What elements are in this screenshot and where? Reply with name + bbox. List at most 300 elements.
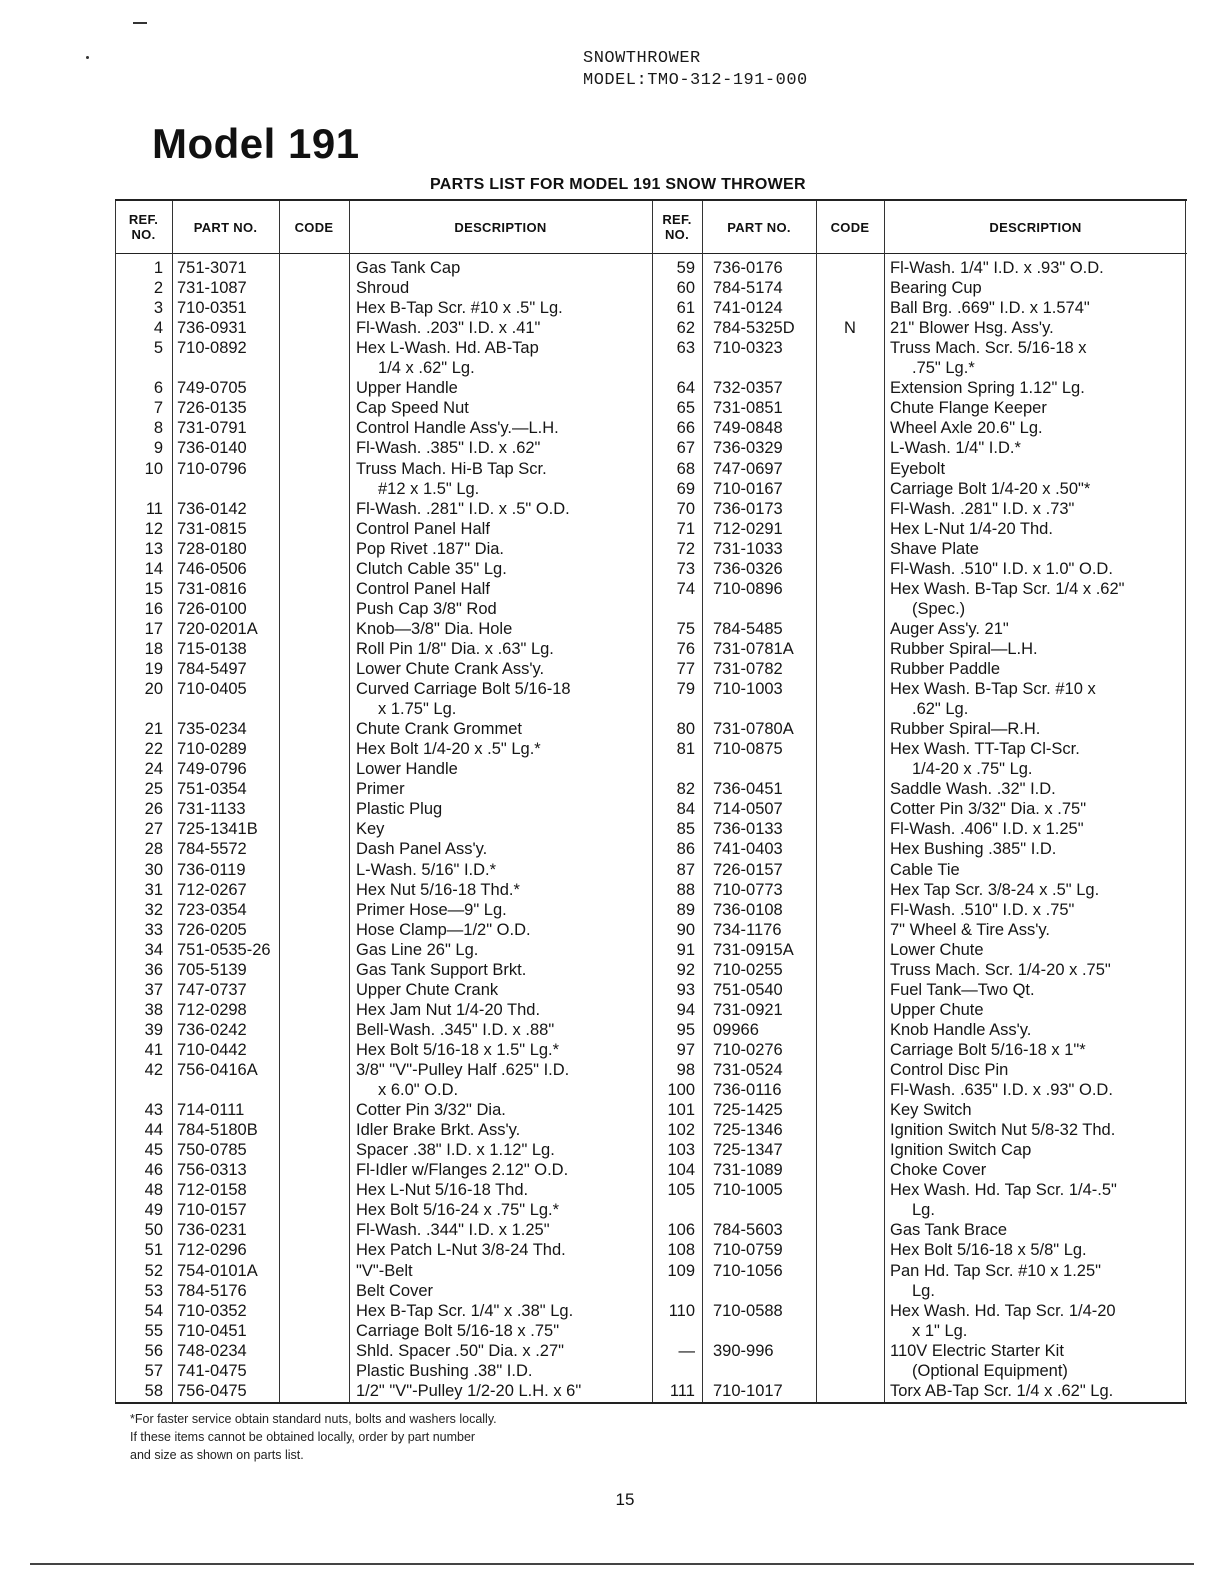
ref-number: 46 [144, 1161, 163, 1180]
part-number: 731-0921 [713, 1000, 783, 1019]
part-description: Lower Chute Crank Ass'y. [356, 660, 545, 678]
part-number: 731-0915A [713, 940, 794, 959]
part-number: 725-1347 [713, 1141, 783, 1160]
ref-number: 18 [144, 639, 163, 658]
part-number: 710-1056 [713, 1261, 783, 1280]
ref-number: 75 [676, 619, 695, 638]
ref-number: 98 [676, 1061, 695, 1079]
ref-number: 7 [153, 399, 163, 418]
ref-number: 1 [153, 259, 163, 277]
part-description: Hex B-Tap Scr. #10 x .5" Lg. [356, 299, 563, 318]
ref-number: 74 [676, 579, 695, 598]
ref-number: 4 [153, 319, 163, 338]
part-number: 751-3071 [177, 259, 247, 277]
part-number: 736-0242 [177, 1020, 247, 1039]
part-description: Hex Jam Nut 1/4-20 Thd. [356, 1000, 541, 1019]
part-description: Hex Wash. Hd. Tap Scr. 1/4-20 [890, 1301, 1116, 1320]
part-description: Truss Mach. Scr. 5/16-18 x [890, 339, 1087, 358]
part-number: 710-1003 [713, 680, 783, 699]
header-line-2: MODEL:TMO-312-191-000 [583, 71, 808, 90]
part-description: Knob Handle Ass'y. [890, 1020, 1032, 1039]
part-description: Rubber Spiral—L.H. [890, 639, 1038, 658]
part-number: 731-0781A [713, 639, 794, 658]
column-divider [816, 201, 817, 1402]
part-number: 728-0180 [177, 539, 247, 558]
part-number: 390-996 [713, 1341, 774, 1360]
ref-number: 9 [153, 439, 163, 458]
ref-number: 80 [676, 720, 695, 739]
header-desc-right: DESCRIPTION [989, 219, 1082, 235]
part-description: Fl-Wash. .635" I.D. x .93" O.D. [890, 1081, 1113, 1100]
ref-number: 86 [676, 840, 695, 859]
part-description: Fl-Wash. .406" I.D. x 1.25" [890, 820, 1084, 839]
part-number: 715-0138 [177, 639, 247, 658]
part-number: 749-0796 [177, 760, 247, 779]
ref-number: 90 [676, 920, 695, 939]
page-number: 15 [615, 1490, 635, 1509]
ref-number: 11 [145, 499, 163, 518]
ref-number: 62 [676, 319, 695, 338]
parts-table [115, 199, 1187, 1404]
ref-number: 25 [144, 780, 163, 799]
part-number: 731-0851 [713, 399, 783, 418]
part-description: Fl-Wash. .510" I.D. x .75" [890, 900, 1075, 919]
part-number: 751-0354 [177, 780, 247, 799]
part-description: Belt Cover [356, 1281, 434, 1300]
part-description: Pop Rivet .187" Dia. [356, 539, 505, 558]
part-number: 749-0705 [177, 379, 247, 398]
part-description: Gas Tank Brace [890, 1221, 1008, 1240]
part-description: Plastic Bushing .38" I.D. [356, 1361, 533, 1380]
part-description: 7" Wheel & Tire Ass'y. [890, 920, 1051, 939]
part-number: 731-0816 [177, 579, 247, 598]
part-number: 731-0791 [177, 419, 247, 438]
part-description: 3/8" "V"-Pulley Half .625" I.D. [356, 1061, 570, 1079]
part-number: 736-0140 [177, 439, 247, 458]
part-description: Hex L-Nut 5/16-18 Thd. [356, 1181, 529, 1200]
ref-number: 10 [144, 459, 163, 478]
part-description: 1/2" "V"-Pulley 1/2-20 L.H. x 6" [356, 1381, 582, 1400]
part-description: x 6.0" O.D. [378, 1081, 459, 1100]
ref-number: 84 [676, 800, 695, 819]
ref-number: 111 [669, 1381, 695, 1400]
part-description: Dash Panel Ass'y. [356, 840, 488, 859]
part-description: Carriage Bolt 5/16-18 x .75" [356, 1321, 560, 1340]
scan-mark [86, 56, 89, 59]
part-number: 720-0201A [177, 619, 258, 638]
part-number: 726-0157 [713, 860, 783, 879]
part-number: 710-0451 [177, 1321, 247, 1340]
part-number: 731-1033 [713, 539, 783, 558]
part-description: Bearing Cup [890, 279, 982, 298]
column-divider [1185, 201, 1186, 1402]
part-number: 736-0133 [713, 820, 783, 839]
part-description: #12 x 1.5" Lg. [378, 479, 480, 498]
part-number: 710-0323 [713, 339, 783, 358]
ref-number: 54 [144, 1301, 163, 1320]
ref-number: 104 [667, 1161, 695, 1180]
part-number: 710-0896 [713, 579, 783, 598]
ref-number: 93 [676, 980, 695, 999]
ref-number: 43 [144, 1101, 163, 1120]
part-description: Eyebolt [890, 459, 946, 478]
part-number: 736-0931 [177, 319, 247, 338]
part-number: 731-0780A [713, 720, 794, 739]
ref-number: 16 [144, 599, 163, 618]
part-description: (Optional Equipment) [912, 1361, 1068, 1380]
part-number: 741-0124 [713, 299, 783, 318]
ref-number: 14 [144, 559, 163, 578]
part-number: 731-1087 [177, 279, 247, 298]
ref-number: 110 [668, 1301, 695, 1320]
part-description: Control Panel Half [356, 519, 490, 538]
ref-number: 45 [144, 1141, 163, 1160]
part-number: 710-0352 [177, 1301, 247, 1320]
part-description: Key Switch [890, 1101, 972, 1120]
part-description: Hex Tap Scr. 3/8-24 x .5" Lg. [890, 880, 1100, 899]
part-number: 736-0108 [713, 900, 783, 919]
ref-number: 70 [676, 499, 695, 518]
part-number: 784-5174 [713, 279, 783, 298]
part-description: Hose Clamp—1/2" O.D. [356, 920, 531, 939]
code-value: N [844, 319, 856, 338]
part-description: Gas Line 26" Lg. [356, 940, 479, 959]
part-number: 710-1017 [713, 1381, 783, 1400]
part-number: 741-0475 [177, 1361, 247, 1380]
part-number: 784-5603 [713, 1221, 783, 1240]
part-description: Control Disc Pin [890, 1061, 1009, 1079]
ref-number: 105 [667, 1181, 695, 1200]
part-number: 725-1425 [713, 1101, 783, 1120]
part-description: Idler Brake Brkt. Ass'y. [356, 1121, 521, 1140]
page-bottom-rule [30, 1563, 1194, 1565]
part-number: 736-0231 [177, 1221, 247, 1240]
ref-number: 17 [144, 619, 163, 638]
ref-number: 41 [144, 1040, 163, 1059]
part-description: Cotter Pin 3/32" Dia. [356, 1101, 506, 1120]
part-description: Hex L-Nut 1/4-20 Thd. [890, 519, 1053, 538]
part-description: Push Cap 3/8" Rod [356, 599, 497, 618]
part-number: 09966 [713, 1020, 759, 1039]
ref-number: 48 [144, 1181, 163, 1200]
document-header [583, 48, 808, 92]
header-ref-left: REF. NO. [128, 212, 159, 242]
header-part-left: PART NO. [193, 219, 258, 235]
part-number: 736-0142 [177, 499, 247, 518]
part-description: Lg. [912, 1201, 935, 1220]
part-description: Spacer .38" I.D. x 1.12" Lg. [356, 1141, 555, 1160]
part-number: 710-0773 [713, 880, 783, 899]
table-header-row [115, 201, 1187, 254]
part-description: Cable Tie [890, 860, 960, 879]
part-number: 750-0785 [177, 1141, 247, 1160]
ref-number: 88 [676, 880, 695, 899]
ref-number: 79 [676, 680, 695, 699]
part-number: 710-0167 [713, 479, 783, 498]
part-description: Torx AB-Tap Scr. 1/4 x .62" Lg. [890, 1381, 1114, 1400]
part-description: Primer Hose—9" Lg. [356, 900, 507, 919]
part-number: 756-0416A [177, 1061, 258, 1079]
part-description: Cap Speed Nut [356, 399, 469, 418]
column-divider [349, 201, 350, 1402]
part-number: 726-0100 [177, 599, 247, 618]
header-part-right: PART NO. [727, 219, 791, 235]
part-description: Upper Chute Crank [356, 980, 499, 999]
part-number: 731-0524 [713, 1061, 783, 1079]
ref-number: 95 [676, 1020, 695, 1039]
column-divider [279, 201, 280, 1402]
header-line-1: SNOWTHROWER [583, 49, 701, 68]
ref-number: 71 [676, 519, 695, 538]
part-description: .62" Lg. [912, 700, 969, 719]
part-description: Upper Chute [890, 1000, 984, 1019]
ref-number: 68 [676, 459, 695, 478]
part-number: 746-0506 [177, 559, 247, 578]
ref-number: 20 [144, 680, 163, 699]
ref-number: 38 [144, 1000, 163, 1019]
part-description: Fl-Wash. .510" I.D. x 1.0" O.D. [890, 559, 1113, 578]
ref-number: 6 [153, 379, 163, 398]
part-description: Extension Spring 1.12" Lg. [890, 379, 1085, 398]
ref-number: 8 [153, 419, 163, 438]
part-description: Hex Bolt 5/16-18 x 1.5" Lg.* [356, 1040, 560, 1059]
column-divider [884, 201, 885, 1402]
part-description: L-Wash. 1/4" I.D.* [890, 439, 1021, 458]
header-desc-left: DESCRIPTION [454, 219, 547, 235]
ref-number: — [678, 1341, 695, 1360]
part-number: 731-1089 [713, 1161, 783, 1180]
part-number: 712-0267 [177, 880, 247, 899]
part-number: 748-0234 [177, 1341, 247, 1360]
ref-number: 67 [676, 439, 695, 458]
ref-number: 27 [144, 820, 163, 839]
part-description: x 1" Lg. [912, 1321, 968, 1340]
part-number: 756-0475 [177, 1381, 247, 1400]
part-description: Hex Bolt 5/16-18 x 5/8" Lg. [890, 1241, 1087, 1260]
ref-number: 56 [144, 1341, 163, 1360]
part-number: 710-1005 [713, 1181, 783, 1200]
part-description: Key [356, 820, 385, 839]
header-code-left: CODE [294, 219, 334, 235]
ref-number: 101 [667, 1101, 695, 1120]
part-description: Fl-Wash. .344" I.D. x 1.25" [356, 1221, 550, 1240]
ref-number: 89 [676, 900, 695, 919]
footnote-line: *For faster service obtain standard nuts, bolts and washers locally. [130, 1412, 497, 1426]
ref-number: 21 [144, 720, 163, 739]
header-code-right: CODE [830, 219, 870, 235]
part-description: Fl-Wash. .281" I.D. x .73" [890, 499, 1075, 518]
part-number: 723-0354 [177, 900, 247, 919]
part-number: 731-0815 [177, 519, 247, 538]
header-ref-right: REF. NO. [662, 212, 692, 242]
part-description: Carriage Bolt 1/4-20 x .50"* [890, 479, 1091, 498]
ref-number: 28 [144, 840, 163, 859]
ref-number: 51 [144, 1241, 163, 1260]
part-description: Control Panel Half [356, 579, 490, 598]
ref-number: 31 [144, 880, 163, 899]
part-number: 784-5497 [177, 660, 247, 678]
part-number: 732-0357 [713, 379, 783, 398]
ref-number: 19 [144, 660, 163, 678]
part-description: Lg. [912, 1281, 935, 1300]
part-number: 710-0289 [177, 740, 247, 759]
part-description: Saddle Wash. .32" I.D. [890, 780, 1056, 799]
part-number: 736-0451 [713, 780, 783, 799]
part-number: 736-0176 [713, 259, 783, 277]
ref-number: 106 [667, 1221, 695, 1240]
ref-number: 76 [676, 639, 695, 658]
ref-number: 58 [144, 1381, 163, 1400]
column-divider [115, 201, 116, 1402]
footnote-line: and size as shown on parts list. [130, 1448, 304, 1462]
ref-number: 82 [676, 780, 695, 799]
ref-number: 69 [676, 479, 695, 498]
part-number: 710-0892 [177, 339, 247, 358]
part-description: Hex Patch L-Nut 3/8-24 Thd. [356, 1241, 566, 1260]
part-description: Ignition Switch Cap [890, 1141, 1032, 1160]
ref-number: 5 [153, 339, 163, 358]
part-number: 725-1341B [177, 820, 258, 839]
ref-number: 81 [676, 740, 695, 759]
ref-number: 77 [676, 660, 695, 678]
part-description: Hex B-Tap Scr. 1/4" x .38" Lg. [356, 1301, 574, 1320]
ref-number: 44 [144, 1121, 163, 1140]
ref-number: 102 [667, 1121, 695, 1140]
part-description: Hex Bolt 1/4-20 x .5" Lg.* [356, 740, 541, 759]
ref-number: 97 [676, 1040, 695, 1059]
part-number: 726-0135 [177, 399, 247, 418]
part-number: 710-0796 [177, 459, 247, 478]
ref-number: 52 [144, 1261, 163, 1280]
part-number: 747-0697 [713, 459, 783, 478]
footnote-line: If these items cannot be obtained locally, order by part number [130, 1430, 476, 1444]
part-description: Choke Cover [890, 1161, 987, 1180]
part-number: 736-0173 [713, 499, 783, 518]
ref-number: 61 [676, 299, 695, 318]
part-number: 714-0111 [177, 1101, 245, 1120]
part-number: 710-0442 [177, 1040, 247, 1059]
ref-number: 13 [144, 539, 163, 558]
part-description: Lower Chute [890, 940, 984, 959]
part-description: Knob—3/8" Dia. Hole [356, 619, 513, 638]
part-description: Pan Hd. Tap Scr. #10 x 1.25" [890, 1261, 1102, 1280]
part-number: 784-5572 [177, 840, 247, 859]
part-description: L-Wash. 5/16" I.D.* [356, 860, 497, 879]
ref-number: 94 [676, 1000, 695, 1019]
part-number: 731-1133 [177, 800, 246, 819]
column-divider [702, 201, 703, 1402]
part-description: Wheel Axle 20.6" Lg. [890, 419, 1043, 438]
ref-number: 108 [667, 1241, 695, 1260]
part-description: Hex Wash. TT-Tap Cl-Scr. [890, 740, 1080, 759]
ref-number: 73 [676, 559, 695, 578]
ref-number: 59 [676, 259, 695, 277]
ref-number: 49 [144, 1201, 163, 1220]
part-description: Ball Brg. .669" I.D. x 1.574" [890, 299, 1090, 318]
part-description: Hex Wash. B-Tap Scr. 1/4 x .62" [890, 579, 1125, 598]
part-description: Fl-Wash. .385" I.D. x .62" [356, 439, 541, 458]
ref-number: 63 [676, 339, 695, 358]
part-description: Control Handle Ass'y.—L.H. [356, 419, 559, 438]
ref-number: 33 [144, 920, 163, 939]
model-title: Model 191 [152, 120, 360, 167]
part-description: Fl-Wash. .281" I.D. x .5" O.D. [356, 499, 570, 518]
part-description: Ignition Switch Nut 5/8-32 Thd. [890, 1121, 1116, 1140]
part-number: 710-0255 [713, 960, 783, 979]
ref-number: 34 [144, 940, 163, 959]
part-description: Chute Crank Grommet [356, 720, 522, 739]
part-description: Cotter Pin 3/32" Dia. x .75" [890, 800, 1087, 819]
ref-number: 26 [144, 800, 163, 819]
part-description: "V"-Belt [356, 1261, 413, 1280]
ref-number: 50 [144, 1221, 163, 1240]
part-number: 726-0205 [177, 920, 247, 939]
part-description: Rubber Paddle [890, 660, 1001, 678]
part-number: 736-0116 [713, 1081, 782, 1100]
part-number: 731-0782 [713, 660, 783, 678]
part-number: 712-0158 [177, 1181, 247, 1200]
part-description: Hex L-Wash. Hd. AB-Tap [356, 339, 539, 358]
part-description: Truss Mach. Hi-B Tap Scr. [356, 459, 547, 478]
ref-number: 15 [144, 579, 163, 598]
part-description: Plastic Plug [356, 800, 443, 819]
part-description: 1/4 x .62" Lg. [378, 359, 475, 378]
ref-number: 32 [144, 900, 163, 919]
part-number: 714-0507 [713, 800, 783, 819]
part-number: 712-0298 [177, 1000, 247, 1019]
ref-number: 53 [144, 1281, 163, 1300]
part-number: 749-0848 [713, 419, 783, 438]
part-number: 712-0291 [713, 519, 783, 538]
part-number: 712-0296 [177, 1241, 247, 1260]
ref-number: 60 [676, 279, 695, 298]
ref-number: 109 [667, 1261, 695, 1280]
part-description: Fl-Idler w/Flanges 2.12" O.D. [356, 1161, 569, 1180]
ref-number: 24 [144, 760, 163, 779]
part-number: 784-5180B [177, 1121, 258, 1140]
part-description: Gas Tank Cap [356, 259, 461, 277]
part-number: 710-0759 [713, 1241, 783, 1260]
part-description: Hex Bolt 5/16-24 x .75" Lg.* [356, 1201, 560, 1220]
part-description: Bell-Wash. .345" I.D. x .88" [356, 1020, 555, 1039]
part-description: Rubber Spiral—R.H. [890, 720, 1041, 739]
part-description: Gas Tank Support Brkt. [356, 960, 527, 979]
part-number: 754-0101A [177, 1261, 258, 1280]
part-description: Fuel Tank—Two Qt. [890, 980, 1035, 999]
part-number: 735-0234 [177, 720, 247, 739]
part-description: Upper Handle [356, 379, 458, 398]
ref-number: 100 [667, 1081, 695, 1100]
ref-number: 2 [153, 279, 163, 298]
ref-number: 39 [144, 1020, 163, 1039]
part-description: Curved Carriage Bolt 5/16-18 [356, 680, 571, 699]
part-number: 710-0157 [177, 1201, 247, 1220]
part-number: 734-1176 [713, 920, 782, 939]
part-description: Chute Flange Keeper [890, 399, 1047, 418]
ref-number: 72 [676, 539, 695, 558]
part-description: 110V Electric Starter Kit [890, 1341, 1064, 1360]
column-divider [172, 201, 173, 1402]
ref-number: 12 [144, 519, 163, 538]
part-description: Roll Pin 1/8" Dia. x .63" Lg. [356, 639, 554, 658]
ref-number: 36 [144, 960, 163, 979]
part-description: x 1.75" Lg. [378, 700, 457, 719]
part-description: Primer [356, 780, 405, 799]
part-description: Truss Mach. Scr. 1/4-20 x .75" [890, 960, 1111, 979]
part-description: Lower Handle [356, 760, 458, 779]
part-number: 710-0351 [177, 299, 247, 318]
part-description: Shroud [356, 279, 410, 298]
